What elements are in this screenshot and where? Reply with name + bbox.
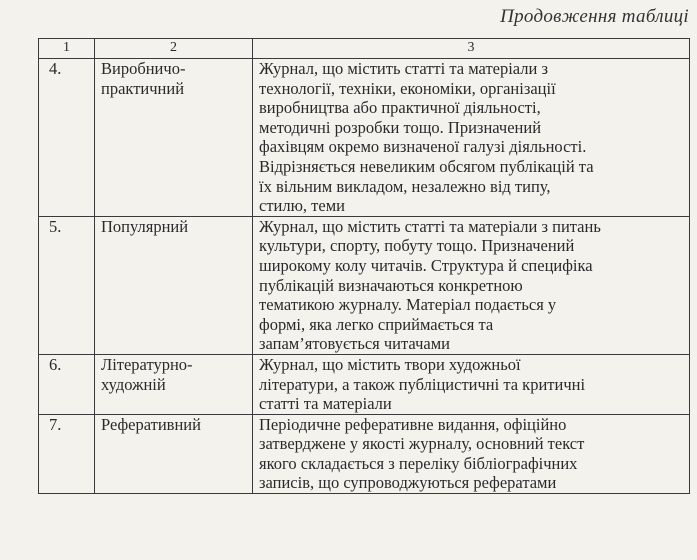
description-line: стилю, теми [259, 196, 345, 216]
column-number-1: 1 [39, 39, 95, 59]
journal-description [253, 414, 690, 493]
description-line: якого складається з переліку бібліографічних [259, 453, 578, 473]
journal-type [95, 216, 253, 354]
table-row [39, 414, 690, 493]
row-number: 7. [39, 414, 95, 493]
description-line: затверджене у якості журналу, основний текст [259, 434, 585, 454]
journal-type-line: Популярний [101, 216, 189, 236]
description-line: запам’ятовується читачами [259, 334, 450, 354]
journal-description [253, 59, 690, 217]
table-row [39, 354, 690, 414]
row-number: 4. [39, 59, 95, 217]
description-line: їх вільним викладом, незалежно від типу, [259, 176, 551, 196]
journal-type-line: Реферативний [101, 414, 201, 434]
continuation-label: Продовження таблиці [500, 6, 689, 27]
description-line: Періодичне реферативне видання, офіційно [259, 414, 567, 434]
journal-description [253, 354, 690, 414]
description-line: формі, яка легко сприймається та [259, 314, 494, 334]
description-line: технології, техніки, економіки, організації [259, 78, 556, 98]
description-line: публікацій визначаються конкретною [259, 275, 523, 295]
journal-type [95, 59, 253, 217]
description-line: Журнал, що містить статті та матеріали з [259, 59, 548, 78]
journal-types-table [38, 38, 690, 494]
journal-type-line: Виробничо- [101, 59, 186, 78]
journal-type [95, 354, 253, 414]
description-line: Журнал, що містить статті та матеріали з питань [259, 216, 601, 236]
journal-description [253, 216, 690, 354]
journal-type-line: художній [101, 374, 166, 394]
column-number-row [39, 39, 690, 59]
description-line: методичні розробки тощо. Призначений [259, 117, 542, 137]
description-line: Відрізняється невеликим обсягом публікацій та [259, 156, 594, 176]
description-line: літератури, а також публіцистичні та критичні [259, 374, 586, 394]
description-line: Журнал, що містить твори художньої [259, 354, 521, 374]
description-line: записів, що супроводжуються рефератами [259, 473, 557, 493]
row-number: 6. [39, 354, 95, 414]
row-number: 5. [39, 216, 95, 354]
journal-type [95, 414, 253, 493]
description-line: статті та матеріали [259, 394, 392, 414]
description-line: фахівцям окремо визначеної галузі діяльності. [259, 137, 587, 157]
column-number-3: 3 [253, 39, 690, 59]
table-row [39, 216, 690, 354]
description-line: тематикою журналу. Матеріал подається у [259, 295, 557, 315]
description-line: виробництва або практичної діяльності, [259, 98, 541, 118]
description-line: культури, спорту, побуту тощо. Призначений [259, 236, 575, 256]
description-line: широкому колу читачів. Структура й специфіка [259, 255, 593, 275]
journal-type-line: Літературно- [101, 354, 193, 374]
column-number-2: 2 [95, 39, 253, 59]
table-row [39, 59, 690, 217]
journal-type-line: практичний [101, 78, 185, 98]
